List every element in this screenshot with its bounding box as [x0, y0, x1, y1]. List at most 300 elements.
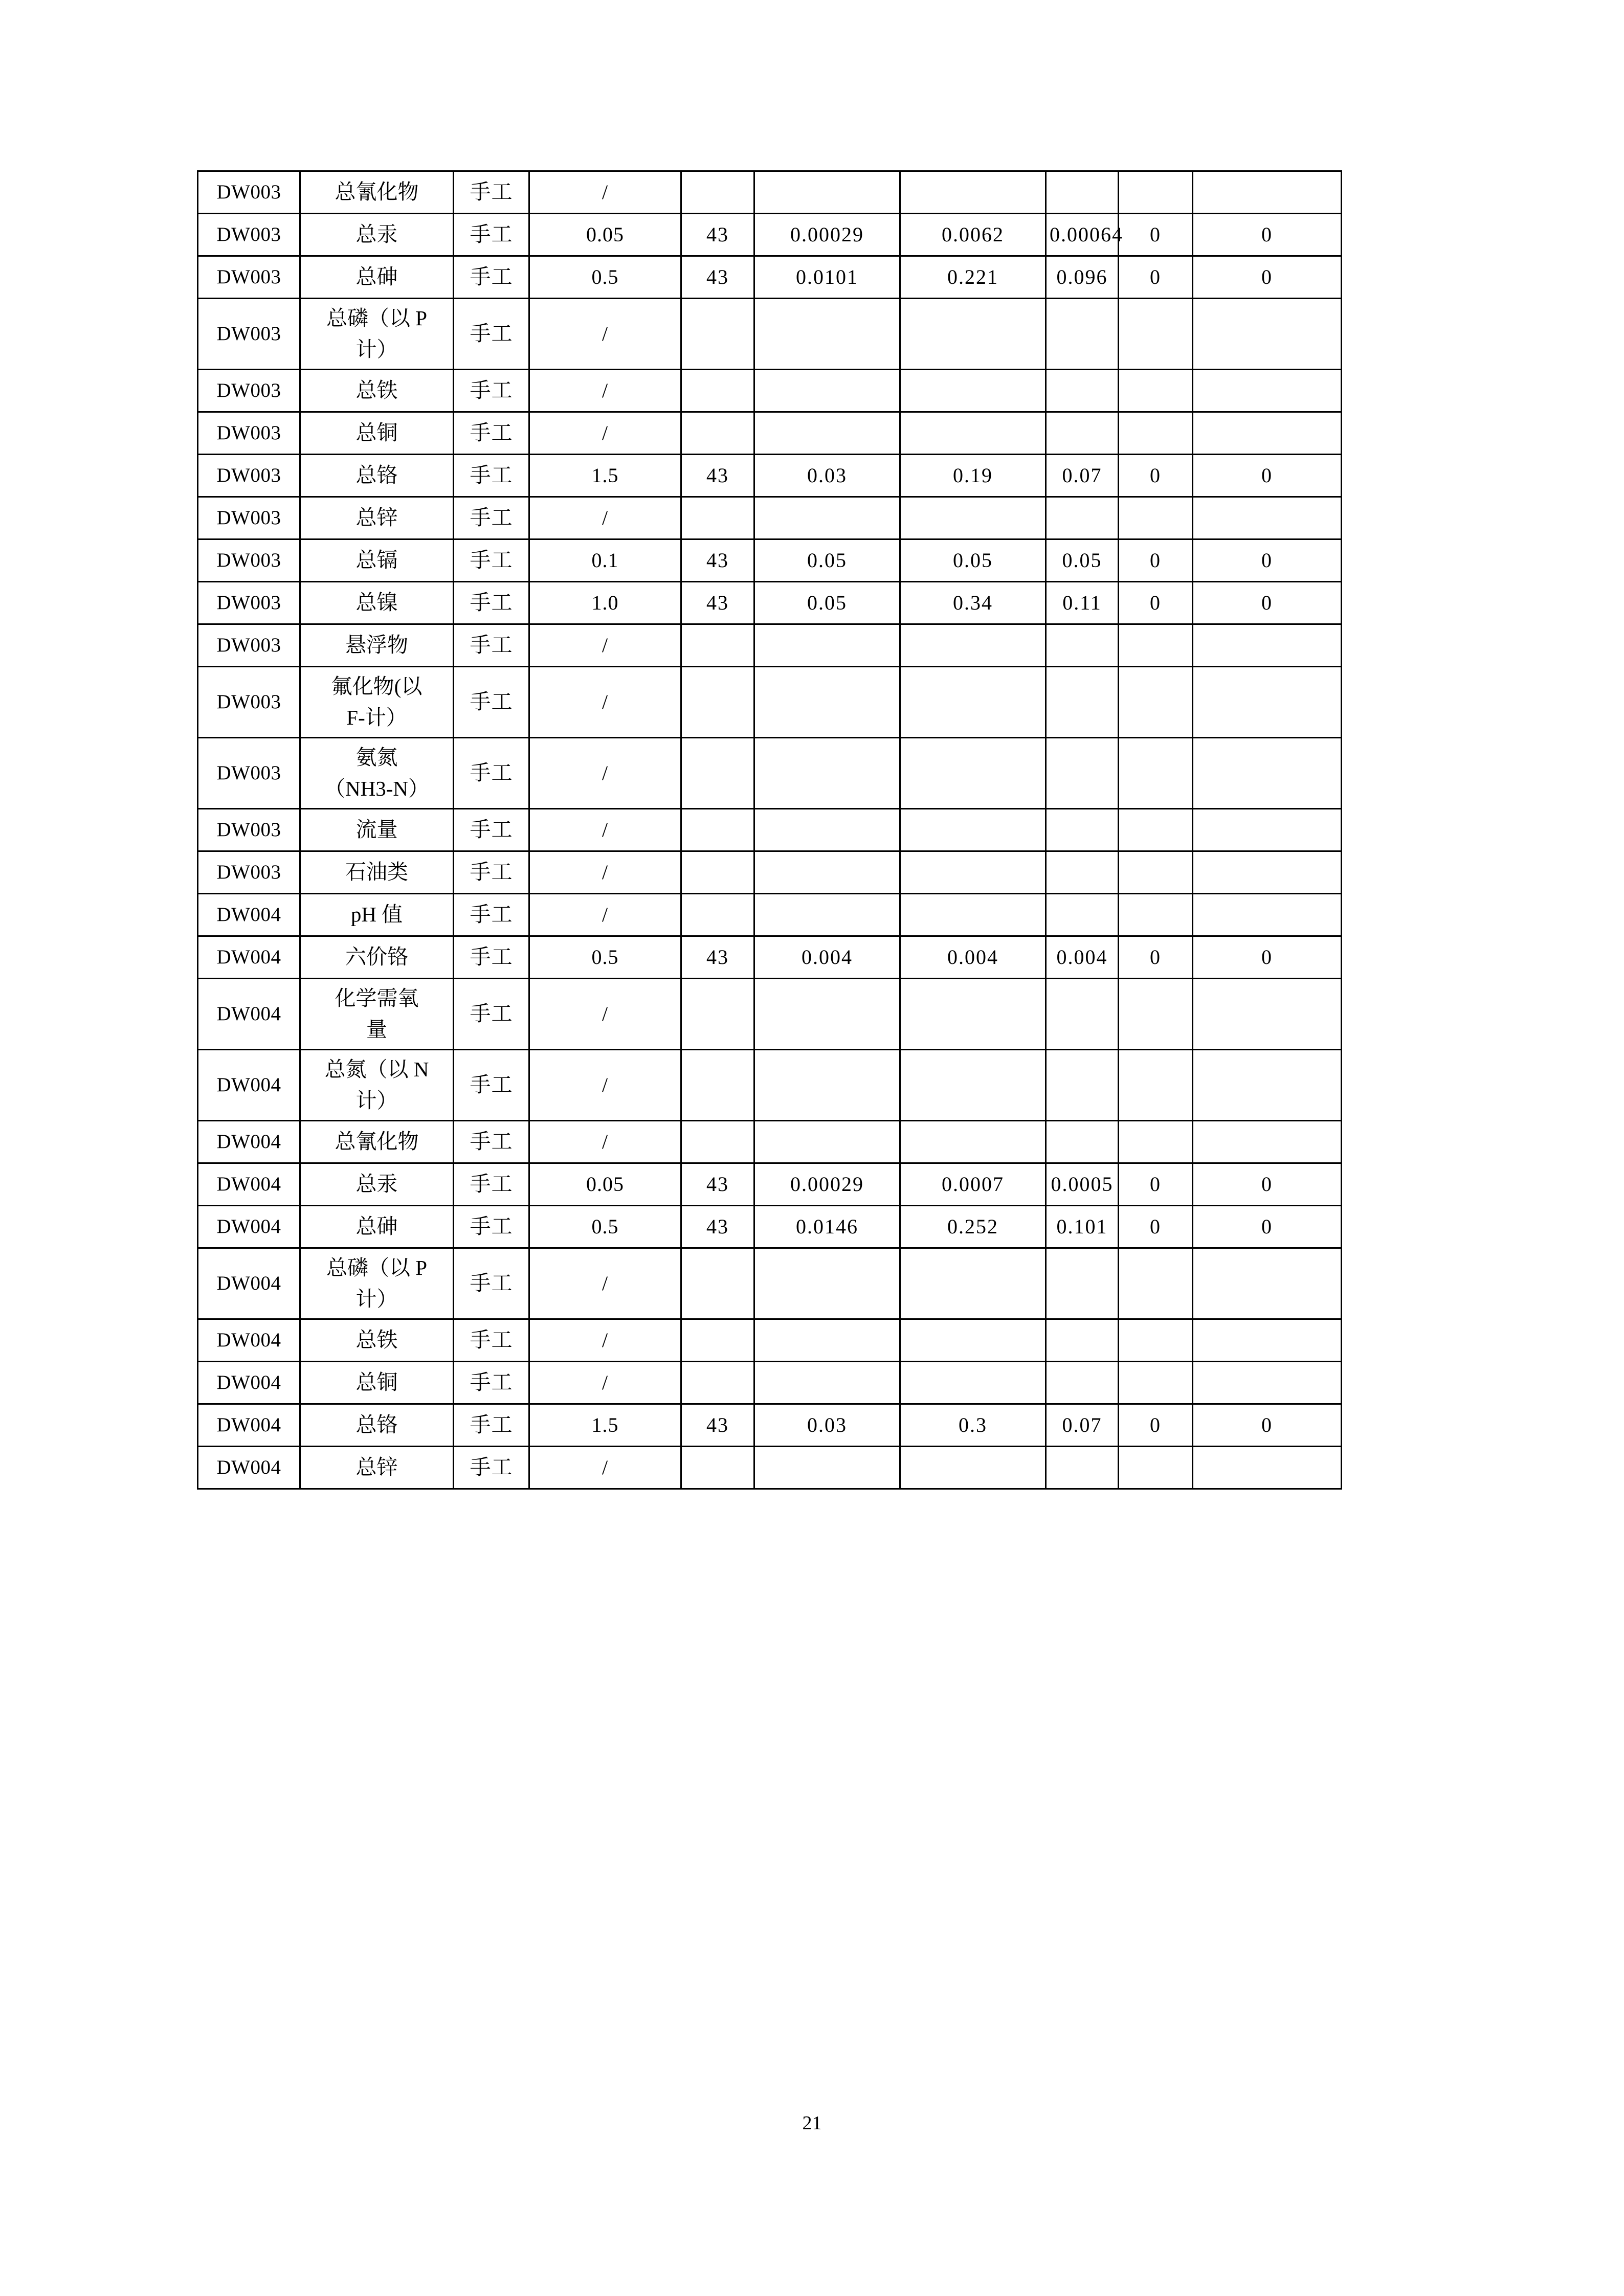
cell-mean-value — [1046, 370, 1119, 412]
cell-standard-limit — [529, 171, 681, 214]
cell-max-value — [900, 809, 1046, 851]
cell-monitoring-method-text: 手工 — [470, 180, 513, 204]
cell-outlet-code-text: DW004 — [216, 1413, 281, 1436]
cell-pollutant-item-text: 总铜 — [355, 421, 398, 445]
cell-exceed-count-text: 0 — [1150, 464, 1161, 487]
cell-monitoring-method-text: 手工 — [470, 1172, 513, 1196]
cell-mean-value-text: 0.096 — [1056, 265, 1108, 288]
cell-sample-count — [681, 936, 754, 979]
cell-pollutant-item-text: 石油类 — [345, 860, 408, 884]
cell-exceed-count — [1119, 412, 1193, 455]
cell-mean-value — [1046, 1206, 1119, 1248]
cell-standard-limit-text: / — [602, 379, 609, 402]
cell-max-value — [900, 894, 1046, 936]
cell-outlet-code-text: DW003 — [216, 818, 281, 841]
cell-min-value — [754, 171, 900, 214]
cell-standard-limit — [529, 936, 681, 979]
cell-min-value-text: 0.0146 — [796, 1215, 858, 1238]
cell-min-value — [754, 738, 900, 809]
cell-exceed-rate-text: 0 — [1261, 549, 1273, 572]
cell-max-value — [900, 1163, 1046, 1206]
cell-monitoring-method-text: 手工 — [470, 378, 513, 402]
cell-sample-count — [681, 370, 754, 412]
cell-monitoring-method — [454, 299, 529, 370]
cell-outlet-code — [198, 851, 300, 894]
cell-monitoring-method — [454, 1206, 529, 1248]
cell-monitoring-method-text: 手工 — [470, 1328, 513, 1352]
cell-sample-count — [681, 455, 754, 497]
cell-pollutant-item — [300, 667, 454, 738]
cell-monitoring-method-text: 手工 — [470, 548, 513, 572]
cell-pollutant-item — [300, 738, 454, 809]
cell-monitoring-method — [454, 979, 529, 1050]
table-row — [198, 1447, 1342, 1489]
cell-outlet-code — [198, 1319, 300, 1362]
cell-sample-count — [681, 894, 754, 936]
cell-standard-limit-text: / — [602, 1329, 609, 1352]
table-row — [198, 171, 1342, 214]
cell-monitoring-method-text: 手工 — [470, 463, 513, 487]
cell-min-value-text: 0.0101 — [796, 265, 858, 288]
cell-sample-count-text: 43 — [706, 549, 729, 572]
cell-pollutant-item — [300, 299, 454, 370]
cell-max-value — [900, 667, 1046, 738]
cell-outlet-code — [198, 582, 300, 624]
table-row — [198, 256, 1342, 299]
cell-sample-count — [681, 1121, 754, 1163]
cell-exceed-count — [1119, 171, 1193, 214]
cell-exceed-count-text: 0 — [1150, 265, 1161, 288]
table-row — [198, 582, 1342, 624]
table-row — [198, 738, 1342, 809]
cell-mean-value — [1046, 936, 1119, 979]
cell-standard-limit — [529, 539, 681, 582]
cell-exceed-count — [1119, 1050, 1193, 1121]
cell-pollutant-item-text: 总镉 — [355, 548, 398, 572]
cell-outlet-code — [198, 1404, 300, 1447]
cell-max-value — [900, 582, 1046, 624]
cell-pollutant-item-text: 总氮（以 N 计） — [324, 1057, 429, 1112]
cell-outlet-code — [198, 979, 300, 1050]
cell-standard-limit — [529, 214, 681, 256]
cell-outlet-code-text: DW004 — [216, 1130, 281, 1153]
cell-exceed-rate — [1193, 1050, 1342, 1121]
cell-mean-value — [1046, 1248, 1119, 1319]
cell-max-value-text: 0.05 — [953, 549, 993, 572]
cell-mean-value — [1046, 667, 1119, 738]
cell-standard-limit — [529, 256, 681, 299]
cell-monitoring-method-text: 手工 — [470, 1455, 513, 1479]
cell-sample-count — [681, 738, 754, 809]
table-row — [198, 894, 1342, 936]
cell-exceed-rate — [1193, 1319, 1342, 1362]
cell-exceed-count — [1119, 667, 1193, 738]
cell-exceed-count — [1119, 979, 1193, 1050]
cell-monitoring-method-text: 手工 — [470, 421, 513, 445]
cell-min-value — [754, 1163, 900, 1206]
table-row — [198, 539, 1342, 582]
cell-monitoring-method-text: 手工 — [470, 1130, 513, 1154]
cell-mean-value-text: 0.0005 — [1051, 1173, 1114, 1196]
cell-monitoring-method — [454, 171, 529, 214]
cell-mean-value-text: 0.07 — [1062, 464, 1102, 487]
cell-exceed-count — [1119, 497, 1193, 539]
cell-exceed-count — [1119, 1404, 1193, 1447]
cell-exceed-count — [1119, 894, 1193, 936]
table-row — [198, 624, 1342, 667]
table-row — [198, 497, 1342, 539]
cell-max-value — [900, 738, 1046, 809]
cell-exceed-count — [1119, 851, 1193, 894]
cell-standard-limit-text: 0.5 — [591, 265, 619, 288]
cell-outlet-code — [198, 497, 300, 539]
cell-outlet-code — [198, 624, 300, 667]
cell-standard-limit — [529, 1362, 681, 1404]
cell-exceed-rate — [1193, 539, 1342, 582]
table-row — [198, 667, 1342, 738]
cell-pollutant-item-text: 总氰化物 — [335, 1130, 419, 1154]
cell-standard-limit — [529, 582, 681, 624]
cell-outlet-code — [198, 1163, 300, 1206]
cell-monitoring-method-text: 手工 — [470, 818, 513, 842]
cell-pollutant-item-text: pH 值 — [350, 903, 403, 927]
cell-pollutant-item-text: 总汞 — [355, 222, 398, 246]
cell-outlet-code-text: DW004 — [216, 1073, 281, 1096]
cell-max-value-text: 0.0062 — [942, 223, 1004, 246]
cell-max-value — [900, 1319, 1046, 1362]
cell-mean-value-text: 0.101 — [1056, 1215, 1108, 1238]
cell-monitoring-method-text: 手工 — [470, 945, 513, 969]
cell-max-value — [900, 936, 1046, 979]
cell-exceed-count — [1119, 1319, 1193, 1362]
cell-standard-limit-text: 1.5 — [591, 464, 619, 487]
cell-exceed-rate — [1193, 1206, 1342, 1248]
cell-exceed-count-text: 0 — [1150, 223, 1161, 246]
cell-monitoring-method-text: 手工 — [470, 1073, 513, 1097]
cell-sample-count — [681, 851, 754, 894]
cell-exceed-rate-text: 0 — [1261, 1413, 1273, 1436]
cell-max-value-text: 0.3 — [959, 1413, 987, 1436]
cell-monitoring-method-text: 手工 — [470, 633, 513, 657]
cell-mean-value — [1046, 1121, 1119, 1163]
cell-max-value — [900, 624, 1046, 667]
cell-min-value — [754, 1447, 900, 1489]
cell-min-value — [754, 256, 900, 299]
cell-exceed-rate-text: 0 — [1261, 946, 1273, 969]
cell-pollutant-item-text: 总汞 — [355, 1172, 398, 1196]
cell-sample-count — [681, 171, 754, 214]
cell-monitoring-method — [454, 1163, 529, 1206]
cell-sample-count — [681, 256, 754, 299]
table-row — [198, 1050, 1342, 1121]
cell-exceed-rate — [1193, 256, 1342, 299]
cell-exceed-rate — [1193, 1362, 1342, 1404]
cell-max-value — [900, 1050, 1046, 1121]
cell-min-value — [754, 894, 900, 936]
cell-sample-count-text: 43 — [706, 223, 729, 246]
cell-exceed-rate — [1193, 979, 1342, 1050]
cell-pollutant-item-text: 总磷（以 P 计） — [326, 306, 428, 361]
cell-min-value — [754, 582, 900, 624]
cell-pollutant-item — [300, 214, 454, 256]
cell-standard-limit — [529, 1206, 681, 1248]
cell-exceed-rate-text: 0 — [1261, 591, 1273, 614]
cell-pollutant-item — [300, 370, 454, 412]
table-row — [198, 299, 1342, 370]
cell-min-value — [754, 370, 900, 412]
cell-max-value — [900, 851, 1046, 894]
cell-standard-limit-text: / — [602, 1272, 609, 1295]
cell-exceed-count — [1119, 539, 1193, 582]
cell-min-value — [754, 936, 900, 979]
cell-monitoring-method-text: 手工 — [470, 506, 513, 530]
cell-standard-limit-text: / — [602, 1073, 609, 1096]
cell-outlet-code-text: DW004 — [216, 1215, 281, 1237]
cell-standard-limit — [529, 497, 681, 539]
cell-min-value — [754, 624, 900, 667]
cell-exceed-rate — [1193, 299, 1342, 370]
cell-outlet-code-text: DW004 — [216, 1173, 281, 1195]
cell-max-value-text: 0.0007 — [942, 1173, 1004, 1196]
cell-mean-value — [1046, 582, 1119, 624]
cell-sample-count — [681, 299, 754, 370]
cell-mean-value — [1046, 214, 1123, 256]
cell-min-value — [754, 497, 900, 539]
cell-outlet-code — [198, 1362, 300, 1404]
cell-outlet-code — [198, 455, 300, 497]
cell-outlet-code-text: DW004 — [216, 1371, 281, 1393]
cell-mean-value — [1046, 738, 1119, 809]
cell-pollutant-item-text: 总氰化物 — [335, 180, 419, 204]
cell-exceed-rate — [1193, 171, 1342, 214]
cell-pollutant-item — [300, 809, 454, 851]
cell-pollutant-item — [300, 979, 454, 1050]
cell-sample-count — [681, 1163, 754, 1206]
cell-outlet-code — [198, 539, 300, 582]
cell-monitoring-method — [454, 851, 529, 894]
cell-outlet-code-text: DW004 — [216, 946, 281, 968]
cell-outlet-code-text: DW004 — [216, 1002, 281, 1025]
cell-standard-limit — [529, 1121, 681, 1163]
cell-standard-limit-text: / — [602, 761, 609, 784]
table-row — [198, 1206, 1342, 1248]
cell-sample-count — [681, 1447, 754, 1489]
cell-mean-value — [1046, 412, 1119, 455]
cell-outlet-code — [198, 1248, 300, 1319]
cell-min-value — [754, 299, 900, 370]
cell-mean-value — [1046, 1404, 1119, 1447]
cell-pollutant-item-text: 总砷 — [355, 265, 398, 289]
cell-exceed-count — [1119, 299, 1193, 370]
cell-exceed-count — [1119, 1248, 1193, 1319]
cell-pollutant-item-text: 总砷 — [355, 1214, 398, 1239]
cell-monitoring-method — [454, 1362, 529, 1404]
cell-pollutant-item-text: 化学需氧 量 — [335, 986, 419, 1041]
cell-min-value — [754, 539, 900, 582]
cell-standard-limit-text: / — [602, 1456, 609, 1479]
cell-exceed-rate — [1193, 370, 1342, 412]
cell-mean-value — [1046, 455, 1119, 497]
cell-outlet-code — [198, 667, 300, 738]
cell-monitoring-method-text: 手工 — [470, 761, 513, 785]
cell-sample-count — [681, 539, 754, 582]
cell-exceed-rate-text: 0 — [1261, 223, 1273, 246]
table-row — [198, 1404, 1342, 1447]
cell-sample-count-text: 43 — [706, 1413, 729, 1436]
cell-exceed-rate — [1193, 497, 1342, 539]
cell-exceed-count — [1119, 1121, 1193, 1163]
cell-max-value — [900, 256, 1046, 299]
cell-exceed-rate — [1193, 936, 1342, 979]
cell-standard-limit-text: 0.5 — [591, 946, 619, 969]
cell-standard-limit — [529, 1248, 681, 1319]
table-row — [198, 370, 1342, 412]
cell-mean-value — [1046, 497, 1119, 539]
cell-mean-value — [1046, 299, 1119, 370]
cell-pollutant-item — [300, 539, 454, 582]
cell-pollutant-item-text: 总铬 — [355, 1413, 398, 1437]
cell-monitoring-method — [454, 455, 529, 497]
cell-sample-count-text: 43 — [706, 591, 729, 614]
cell-min-value-text: 0.03 — [807, 464, 847, 487]
cell-outlet-code-text: DW003 — [216, 690, 281, 713]
cell-outlet-code — [198, 370, 300, 412]
cell-pollutant-item-text: 总镍 — [355, 591, 398, 615]
cell-min-value — [754, 1362, 900, 1404]
cell-standard-limit-text: / — [602, 634, 609, 657]
cell-outlet-code — [198, 936, 300, 979]
cell-exceed-rate — [1193, 214, 1342, 256]
cell-min-value — [754, 809, 900, 851]
cell-min-value — [754, 1206, 900, 1248]
cell-max-value-text: 0.19 — [953, 464, 993, 487]
cell-pollutant-item-text: 六价铬 — [345, 945, 408, 969]
cell-standard-limit-text: / — [602, 421, 609, 444]
cell-pollutant-item-text: 总铁 — [355, 1328, 398, 1352]
cell-exceed-rate — [1193, 894, 1342, 936]
cell-standard-limit-text: / — [602, 1002, 609, 1025]
cell-monitoring-method — [454, 539, 529, 582]
cell-min-value — [754, 1050, 900, 1121]
cell-max-value-text: 0.252 — [947, 1215, 998, 1238]
cell-mean-value — [1046, 1362, 1119, 1404]
cell-exceed-rate-text: 0 — [1261, 1215, 1273, 1238]
cell-standard-limit-text: / — [602, 690, 609, 713]
cell-monitoring-method — [454, 667, 529, 738]
cell-standard-limit-text: 1.5 — [591, 1413, 619, 1436]
cell-standard-limit — [529, 851, 681, 894]
cell-standard-limit-text: / — [602, 1371, 609, 1394]
cell-pollutant-item — [300, 1163, 454, 1206]
cell-sample-count-text: 43 — [706, 946, 729, 969]
cell-max-value — [900, 214, 1046, 256]
cell-max-value — [900, 1404, 1046, 1447]
cell-mean-value-text: 0.11 — [1062, 591, 1102, 614]
cell-exceed-count — [1119, 455, 1193, 497]
cell-monitoring-method — [454, 582, 529, 624]
cell-standard-limit-text: / — [602, 1130, 609, 1153]
cell-exceed-count — [1119, 1362, 1193, 1404]
cell-monitoring-method-text: 手工 — [470, 903, 513, 927]
cell-min-value — [754, 214, 900, 256]
cell-standard-limit — [529, 1050, 681, 1121]
cell-sample-count — [681, 412, 754, 455]
cell-sample-count — [681, 1319, 754, 1362]
cell-standard-limit-text: / — [602, 322, 609, 345]
cell-monitoring-method — [454, 497, 529, 539]
cell-monitoring-method-text: 手工 — [470, 1271, 513, 1295]
cell-monitoring-method — [454, 1248, 529, 1319]
cell-pollutant-item — [300, 582, 454, 624]
cell-pollutant-item-text: 总锌 — [355, 506, 398, 530]
cell-sample-count — [681, 214, 754, 256]
cell-max-value — [900, 979, 1046, 1050]
cell-exceed-rate — [1193, 667, 1342, 738]
cell-outlet-code-text: DW003 — [216, 591, 281, 614]
cell-pollutant-item — [300, 171, 454, 214]
cell-pollutant-item — [300, 1050, 454, 1121]
cell-pollutant-item-text: 流量 — [355, 818, 398, 842]
cell-exceed-rate — [1193, 624, 1342, 667]
cell-standard-limit — [529, 455, 681, 497]
table-row — [198, 1362, 1342, 1404]
cell-mean-value — [1046, 624, 1119, 667]
cell-sample-count — [681, 1050, 754, 1121]
cell-min-value — [754, 667, 900, 738]
cell-mean-value-text: 0.00064 — [1050, 223, 1123, 246]
cell-pollutant-item — [300, 851, 454, 894]
cell-monitoring-method-text: 手工 — [470, 591, 513, 615]
cell-pollutant-item — [300, 1319, 454, 1362]
cell-exceed-rate — [1193, 738, 1342, 809]
cell-pollutant-item-text: 氟化物(以 F-计） — [331, 674, 422, 729]
cell-standard-limit — [529, 1447, 681, 1489]
cell-outlet-code-text: DW004 — [216, 903, 281, 926]
cell-outlet-code — [198, 412, 300, 455]
table-row — [198, 1163, 1342, 1206]
cell-pollutant-item — [300, 455, 454, 497]
cell-monitoring-method-text: 手工 — [470, 222, 513, 246]
cell-mean-value — [1046, 1447, 1119, 1489]
cell-sample-count — [681, 667, 754, 738]
cell-mean-value — [1046, 1163, 1119, 1206]
cell-sample-count — [681, 1206, 754, 1248]
table-row — [198, 412, 1342, 455]
cell-exceed-count — [1119, 936, 1193, 979]
cell-sample-count-text: 43 — [706, 1173, 729, 1196]
cell-exceed-count — [1119, 214, 1193, 256]
cell-max-value-text: 0.004 — [947, 946, 998, 969]
cell-outlet-code — [198, 1447, 300, 1489]
cell-outlet-code — [198, 256, 300, 299]
cell-standard-limit-text: / — [602, 861, 609, 884]
cell-outlet-code-text: DW004 — [216, 1329, 281, 1351]
cell-exceed-count-text: 0 — [1150, 1413, 1161, 1436]
cell-standard-limit-text: / — [602, 903, 609, 926]
cell-outlet-code-text: DW003 — [216, 181, 281, 203]
cell-min-value-text: 0.05 — [807, 591, 847, 614]
table-row — [198, 214, 1342, 256]
table-row — [198, 936, 1342, 979]
cell-exceed-rate-text: 0 — [1261, 1173, 1273, 1196]
cell-pollutant-item — [300, 1362, 454, 1404]
cell-outlet-code-text: DW003 — [216, 322, 281, 345]
cell-monitoring-method-text: 手工 — [470, 690, 513, 714]
cell-max-value-text: 0.34 — [953, 591, 993, 614]
cell-min-value-text: 0.00029 — [790, 1173, 864, 1196]
cell-min-value — [754, 851, 900, 894]
cell-standard-limit — [529, 370, 681, 412]
